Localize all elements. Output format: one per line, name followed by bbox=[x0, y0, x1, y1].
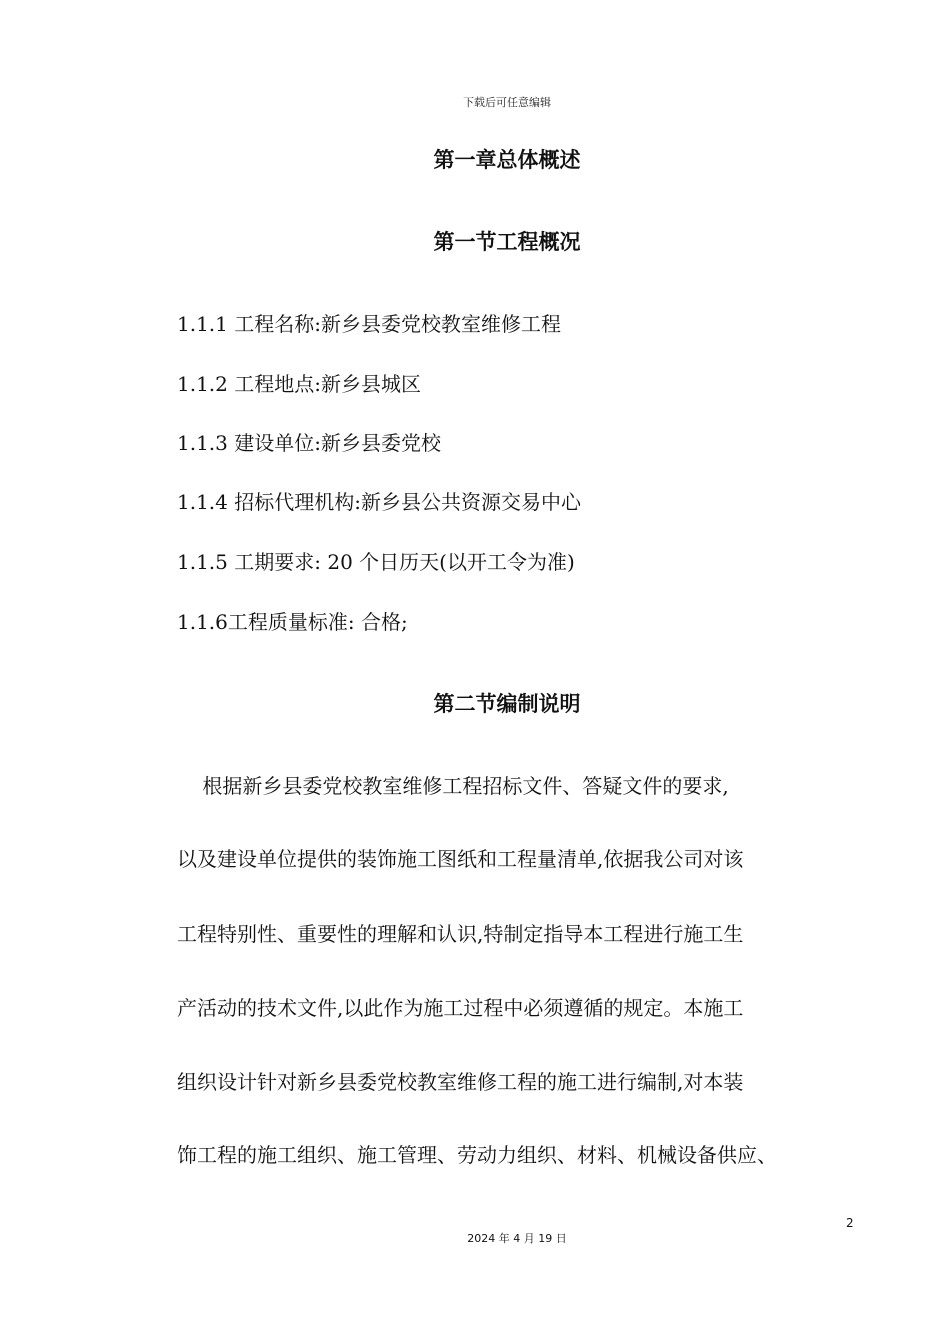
list-item-construction-unit: 1.1.3 建设单位:新乡县委党校 bbox=[177, 431, 441, 455]
footer-date: 2024 年 4 月 19 日 bbox=[467, 1232, 567, 1245]
section-title-project-overview: 第一节工程概况 bbox=[433, 230, 581, 254]
paragraph-line: 组织设计针对新乡县委党校教室维修工程的施工进行编制,对本装 bbox=[177, 1070, 744, 1094]
list-item-duration: 1.1.5 工期要求: 20 个日历天(以开工令为准) bbox=[177, 550, 575, 574]
paragraph-line: 饰工程的施工组织、施工管理、劳动力组织、材料、机械设备供应、 bbox=[177, 1143, 777, 1167]
paragraph-line: 工程特别性、重要性的理解和认识,特制定指导本工程进行施工生 bbox=[177, 922, 744, 946]
section-title-compilation-notes: 第二节编制说明 bbox=[433, 692, 581, 716]
paragraph-line: 以及建设单位提供的装饰施工图纸和工程量清单,依据我公司对该 bbox=[177, 847, 744, 871]
header-note: 下载后可任意编辑 bbox=[463, 96, 551, 109]
list-item-bidding-agency: 1.1.4 招标代理机构:新乡县公共资源交易中心 bbox=[177, 490, 581, 514]
chapter-title: 第一章总体概述 bbox=[433, 148, 581, 172]
list-item-project-name: 1.1.1 工程名称:新乡县委党校教室维修工程 bbox=[177, 312, 561, 336]
page-number: 2 bbox=[846, 1216, 854, 1230]
list-item-quality-standard: 1.1.6工程质量标准: 合格; bbox=[177, 610, 408, 634]
list-item-project-location: 1.1.2 工程地点:新乡县城区 bbox=[177, 372, 421, 396]
paragraph-line: 根据新乡县委党校教室维修工程招标文件、答疑文件的要求, bbox=[177, 774, 729, 798]
paragraph-line: 产活动的技术文件,以此作为施工过程中必须遵循的规定。本施工 bbox=[177, 996, 744, 1020]
